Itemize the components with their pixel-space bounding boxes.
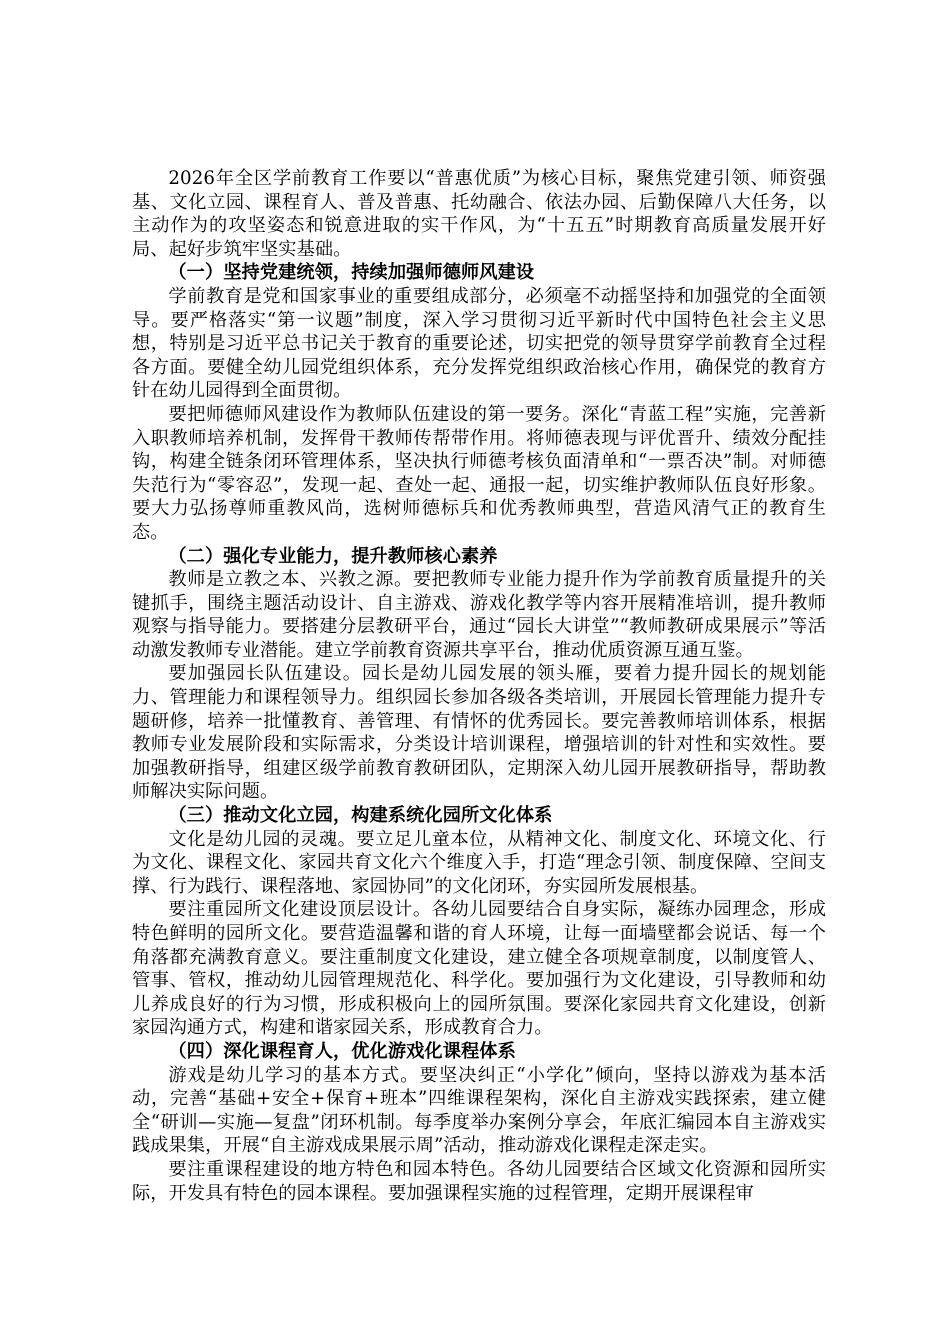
section-1-paragraph-2: 要把师德师风建设作为教师队伍建设的第一要务。深化“青蓝工程”实施，完善新入职教师培养机制，发挥骨干教师传帮带作用。将师德表现与评优晋升、绩效分配挂钩，构建全链条闭环管理体系，坚决执行师德考核负面清单和“一票否决”制。对师德失范行为“零容忍”，发现一起、查处一起、通报一起，切实维护教师队伍良好形象。要大力弘扬尊师重教风尚，选树师德标兵和优秀教师典型，营造风清气正的教育生态。 [132,403,826,543]
section-heading-4: （四）深化课程育人，优化游戏化课程体系 [168,1040,516,1062]
section-1-paragraph-1: 学前教育是党和国家事业的重要组成部分，必须毫不动摇坚持和加强党的全面领导。要严格落实“第一议题”制度，深入学习贯彻习近平新时代中国特色社会主义思想，特别是习近平总书记关于教育的重要论述，切实把党的领导贯穿学前教育全过程各方面。要健全幼儿园党组织体系，充分发挥党组织政治核心作用，确保党的教育方针在幼儿园得到全面贯彻。 [132,285,826,402]
document-body [132,167,826,1205]
section-3-paragraph-1: 文化是幼儿园的灵魂。要立足儿童本位，从精神文化、制度文化、环境文化、行为文化、课程文化、家园共育文化六个维度入手，打造“理念引领、制度保障、空间支撑、行为践行、课程落地、家园协同”的文化闭环，夯实园所发展根基。 [132,828,826,897]
section-heading-3: （三）推动文化立园，构建系统化园所文化体系 [168,805,553,827]
section-2-paragraph-2: 要加强园长队伍建设。园长是幼儿园发展的领头雁，要着力提升园长的规划能力、管理能力和课程领导力。组织园长参加各级各类培训，开展园长管理能力提升专题研修，培养一批懂教育、善管理、有情怀的优秀园长。要完善教师培训体系，根据教师专业发展阶段和实际需求，分类设计培训课程，增强培训的针对性和实效性。要加强教研指导，组建区级学前教育教研团队，定期深入幼儿园开展教研指导，帮助教师解决实际问题。 [132,663,826,803]
section-heading-1: （一）坚持党建统领，持续加强师德师风建设 [168,262,535,284]
intro-paragraph: 2026年全区学前教育工作要以“普惠优质”为核心目标，聚焦党建引领、师资强基、文化立园、课程育人、普及普惠、托幼融合、依法办园、后勤保障八大任务，以主动作为的攻坚姿态和锐意进取的实干作风，为“十五五”时期教育高质量发展开好局、起好步筑牢坚实基础。 [132,168,826,260]
section-4-paragraph-1: 游戏是幼儿学习的基本方式。要坚决纠正“小学化”倾向，坚持以游戏为基本活动，完善“基础+安全+保育+班本”四维课程架构，深化自主游戏实践探索，建立健全“研训—实施—复盘”闭环机制。每季度举办案例分享会，年底汇编园本自主游戏实践成果集，开展“自主游戏成果展示周”活动，推动游戏化课程走深走实。 [132,1064,826,1157]
section-heading-2: （二）强化专业能力，提升教师核心素养 [168,545,498,567]
section-4-paragraph-2: 要注重课程建设的地方特色和园本特色。各幼儿园要结合区域文化资源和园所实际，开发具有特色的园本课程。要加强课程实施的过程管理，定期开展课程审 [132,1158,826,1204]
section-2-paragraph-1: 教师是立教之本、兴教之源。要把教师专业能力提升作为学前教育质量提升的关键抓手，围绕主题活动设计、自主游戏、游戏化教学等内容开展精准培训，提升教师观察与指导能力。要搭建分层教研平台，通过“园长大讲堂”“教师教研成果展示”等活动激发教师专业潜能。建立学前教育资源共享平台，推动优质资源互通互鉴。 [132,569,826,661]
section-3-paragraph-2: 要注重园所文化建设顶层设计。各幼儿园要结合自身实际，凝练办园理念，形成特色鲜明的园所文化。要营造温馨和谐的育人环境，让每一面墙壁都会说话、每一个角落都充满教育意义。要注重制度文化建设，建立健全各项规章制度，以制度管人、管事、管权，推动幼儿园管理规范化、科学化。要加强行为文化建设，引导教师和幼儿养成良好的行为习惯，形成积极向上的园所氛围。要深化家园共育文化建设，创新家园沟通方式，构建和谐家园关系，形成教育合力。 [132,899,826,1039]
